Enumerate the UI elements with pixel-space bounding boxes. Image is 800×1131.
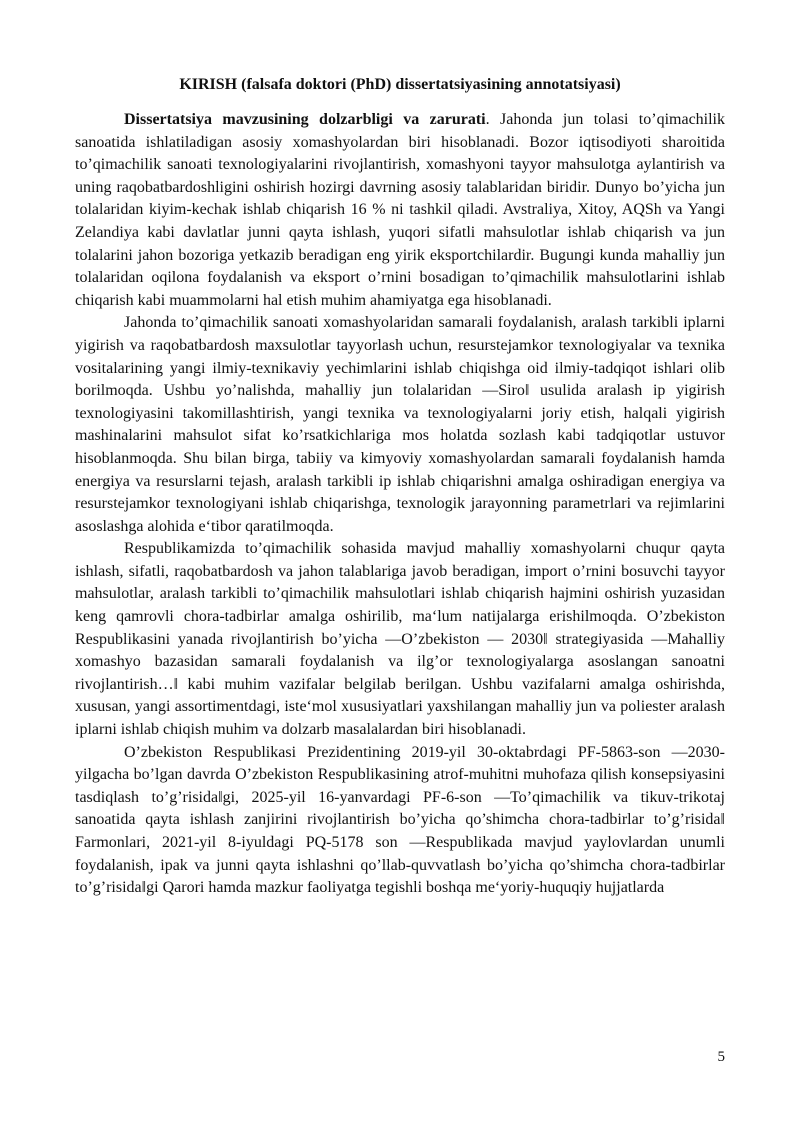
paragraph-text: Jahonda to’qimachilik sanoati xomashyolaridan samarali foydalanish, aralash tarkibli iplarni yigirish va raqobatbardosh maxsulotlar tayyorlash uchun, resurstejamkor texnologiyalar va texnika vositalarining yangi ilmiy-texnikaviy yechimlarini ishlab chiqishga oid ilmiy-tadqiqot ishlari olib borilmoqda. Ushbu yo’nalishda, mahalliy jun tolalaridan ―Siro‖ usulida aralash ip yigirish texnologiyasini takomillashtirish, yangi texnika va texnologiyalarni joriy etish, halqali yigirish mashinalarini mahsulot sifat ko’rsatkichlariga mos holatda sozlash kabi tadqiqotlar ustuvor hisoblanmoqda. Shu bilan birga, tabiiy va kimyoviy xomashyolardan samarali foydalanish hamda energiya va resurslarni tejash, aralash tarkibli ip ishlab chiqarishni amalga oshiradigan energiya va resurstejamkor texnologiyani ishlab chiqarishga, texnologik jarayonning parametrlari va rejimlarini asoslashga alohida e‘tibor qaratilmoqda.: [75, 314, 725, 535]
paragraph-national-measures: [75, 538, 725, 741]
page-title: KIRISH (falsafa doktori (PhD) dissertatsiyasining annotatsiyasi): [179, 76, 621, 93]
paragraph-text: . Jahonda jun tolasi to’qimachilik sanoatida ishlatiladigan asosiy xomashyolardan biri hisoblanadi. Bozor iqtisodiyoti sharoitida to’qimachilik sanoati texnologiyalarini rivojlantirish, xomashyoni tayyor mahsulotga aylantirish va uning raqobatbardoshligini oshirish hozirgi davrning asosiy talablaridan biridir. Dunyo bo’yicha jun tolalaridan kiyim-kechak ishlab chiqarish 16 % ni tashkil qiladi. Avstraliya, Xitoy, AQSh va Yangi Zelandiya kabi davlatlar junni qayta ishlash, yuqori sifatli mahsulotlar ishlab chiqarish va jun tolalarini jahon bozoriga yetkazib beradigan eng yirik eksportchilardir. Bugungi kunda mahalliy jun tolalaridan oqilona foydalanish va eksport o’rnini bosadigan to’qimachilik mahsulotlarini ishlab chiqarish kabi muammolarni hal etish muhim ahamiyatga ega hisoblanadi.: [75, 111, 725, 309]
paragraph-text: Respublikamizda to’qimachilik sohasida mavjud mahalliy xomashyolarni chuqur qayta ishlash, sifatli, raqobatbardosh va jahon talablariga javob beradigan, import o’rnini bosuvchi tayyor mahsulotlar, aralash tarkibli to’qimachilik mahsulotlari ishlab chiqarish hajmini oshirish yuzasidan keng qamrovli chora-tadbirlar amalga oshirilib, ma‘lum natijalarga erishilmoqda. O’zbekiston Respublikasini yanada rivojlantirish bo’yicha ―O’zbekiston — 2030‖ strategiyasida ―Mahalliy xomashyo bazasidan samarali foydalanish va ilg’or texnologiyalarga asoslangan sanoatni rivojlantirish…‖ kabi muhim vazifalar belgilab berilgan. Ushbu vazifalarni amalga oshirishda, xususan, yangi assortimentdagi, iste‘mol xususiyatlari yaxshilangan mahalliy jun va poliester aralash iplarni ishlab chiqish muhim va dolzarb masalalardan biri hisoblanadi.: [75, 540, 725, 739]
page-number: 5: [717, 1049, 725, 1065]
paragraph-text: O’zbekiston Respublikasi Prezidentining 2019-yil 30-oktabrdagi PF-5863-son ―2030-yilgacha bo’lgan davrda O’zbekiston Respublikasining atrof-muhitni muhofaza qilish konsepsiyasini tasdiqlash to’g’risida‖gi, 2025-yil 16-yanvardagi PF-6-son ―To’qimachilik va tikuv-trikotaj sanoatida qayta ishlash zanjirini rivojlantirish bo’yicha qo’shimcha chora-tadbirlar to’g’risida‖ Farmonlari, 2021-yil 8-iyuldagi PQ-5178 son ―Respublikada mavjud yaylovlardan unumli foydalanish, ipak va junni qayta ishlashni qo’llab-quvvatlash bo’yicha qo’shimcha chora-tadbirlar to’g’risida‖gi Qarori hamda mazkur faoliyatga tegishli boshqa me‘yoriy-huquqiy hujjatlarda: [75, 743, 725, 897]
body-text: [75, 109, 725, 900]
paragraph-legal-basis: [75, 742, 725, 900]
paragraph-lead-heading: Dissertatsiya mavzusining dolzarbligi va zarurati: [124, 111, 486, 128]
paragraph-relevance: [75, 109, 725, 312]
paragraph-global-research: [75, 312, 725, 538]
